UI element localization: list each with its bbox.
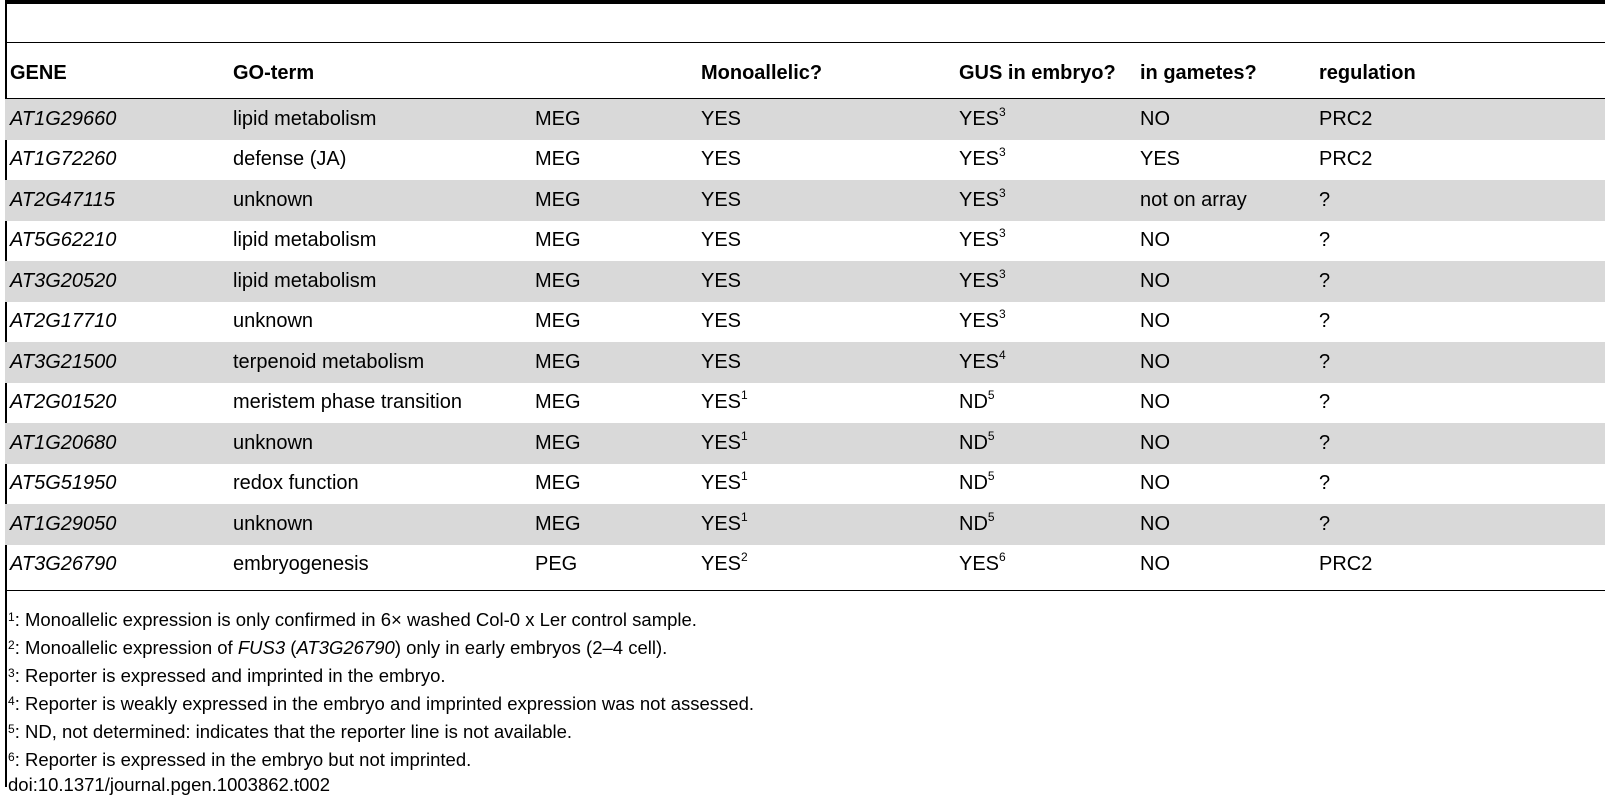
header-monoallelic: Monoallelic? bbox=[701, 61, 823, 84]
imprint-type-cell bbox=[530, 302, 696, 343]
go-term-cell-text: meristem phase transition bbox=[233, 391, 462, 414]
regulation-cell-text: ? bbox=[1319, 472, 1331, 495]
gus-embryo-cell bbox=[954, 261, 1135, 302]
regulation-cell bbox=[1314, 423, 1605, 464]
gametes-cell-text: NO bbox=[1140, 391, 1170, 414]
gus-embryo-cell bbox=[954, 342, 1135, 383]
footnote-4 bbox=[8, 690, 754, 718]
footnote-marker: 3 bbox=[999, 226, 1006, 241]
gene-cell-text: AT1G20680 bbox=[10, 431, 117, 454]
monoallelic-cell-text: YES bbox=[701, 553, 742, 576]
regulation-cell bbox=[1314, 221, 1605, 262]
footnote-marker: 3 bbox=[999, 104, 1006, 119]
monoallelic-cell-text: YES bbox=[701, 188, 742, 211]
gus-embryo-cell-text: ND bbox=[959, 472, 988, 495]
header-gene: GENE bbox=[10, 61, 67, 84]
table-row bbox=[5, 180, 1605, 221]
gametes-cell-text: YES bbox=[1140, 148, 1181, 171]
gametes-cell bbox=[1135, 423, 1314, 464]
monoallelic-cell-text: YES bbox=[701, 269, 742, 292]
go-term-cell-text: unknown bbox=[233, 512, 314, 535]
imprint-type-cell-text: MEG bbox=[535, 188, 581, 211]
regulation-cell bbox=[1314, 342, 1605, 383]
gametes-cell bbox=[1135, 180, 1314, 221]
imprint-type-cell bbox=[530, 464, 696, 505]
footnote-text: : Reporter is weakly expressed in the embryo and imprinted expression was not assessed. bbox=[14, 693, 755, 714]
regulation-cell-text: ? bbox=[1319, 391, 1331, 414]
header-regulation: regulation bbox=[1319, 61, 1416, 84]
gametes-cell-text: NO bbox=[1140, 512, 1170, 535]
monoallelic-cell bbox=[696, 545, 954, 586]
regulation-cell-text: ? bbox=[1319, 188, 1331, 211]
monoallelic-cell-text: YES bbox=[701, 107, 742, 130]
go-term-cell bbox=[228, 261, 530, 302]
go-term-cell-text: defense (JA) bbox=[233, 148, 347, 171]
monoallelic-cell-text: YES bbox=[701, 512, 742, 535]
gus-embryo-cell bbox=[954, 464, 1135, 505]
gametes-cell bbox=[1135, 383, 1314, 424]
footnotes bbox=[8, 606, 754, 774]
footnote-text: ( bbox=[285, 637, 297, 658]
imprint-type-cell-text: MEG bbox=[535, 310, 581, 333]
imprint-type-cell-text: MEG bbox=[535, 512, 581, 535]
monoallelic-cell bbox=[696, 423, 954, 464]
footnote-3 bbox=[8, 662, 754, 690]
table-row bbox=[5, 545, 1605, 586]
regulation-cell bbox=[1314, 302, 1605, 343]
monoallelic-cell bbox=[696, 504, 954, 545]
footnote-number: 1 bbox=[8, 610, 15, 624]
go-term-cell bbox=[228, 140, 530, 181]
go-term-cell-text: lipid metabolism bbox=[233, 269, 377, 292]
go-term-cell bbox=[228, 464, 530, 505]
gene-cell-text: AT3G20520 bbox=[10, 269, 117, 292]
header-gus-in-embryo: GUS in embryo? bbox=[959, 61, 1116, 84]
footnote-1 bbox=[8, 606, 754, 634]
footnote-marker: 1 bbox=[741, 388, 748, 403]
regulation-cell-text: ? bbox=[1319, 431, 1331, 454]
gus-embryo-cell bbox=[954, 180, 1135, 221]
monoallelic-cell bbox=[696, 99, 954, 140]
regulation-cell-text: ? bbox=[1319, 350, 1331, 373]
imprint-type-cell bbox=[530, 342, 696, 383]
regulation-cell bbox=[1314, 383, 1605, 424]
imprint-type-cell bbox=[530, 423, 696, 464]
gene-cell-text: AT5G62210 bbox=[10, 229, 117, 252]
footnote-marker: 5 bbox=[987, 388, 995, 403]
gus-embryo-cell-text: YES bbox=[959, 229, 1000, 252]
gene-cell bbox=[5, 99, 228, 140]
monoallelic-cell bbox=[696, 261, 954, 302]
regulation-cell-text: PRC2 bbox=[1319, 148, 1373, 171]
gametes-cell-text: NO bbox=[1140, 107, 1170, 130]
imprint-type-cell bbox=[530, 504, 696, 545]
go-term-cell bbox=[228, 383, 530, 424]
gene-cell-text: AT2G17710 bbox=[10, 310, 117, 333]
monoallelic-cell-text: YES bbox=[701, 391, 742, 414]
gus-embryo-cell bbox=[954, 423, 1135, 464]
gus-embryo-cell-text: YES bbox=[959, 107, 1000, 130]
header-go-term: GO-term bbox=[233, 61, 315, 84]
gene-cell-text: AT5G51950 bbox=[10, 472, 117, 495]
footnote-marker: 5 bbox=[987, 428, 995, 443]
gene-cell-text: AT1G72260 bbox=[10, 148, 117, 171]
header-imprint-type bbox=[530, 47, 696, 99]
gus-embryo-cell-text: YES bbox=[959, 553, 1000, 576]
gene-cell bbox=[5, 545, 228, 586]
imprint-type-cell bbox=[530, 180, 696, 221]
go-term-cell bbox=[228, 504, 530, 545]
gametes-cell bbox=[1135, 342, 1314, 383]
gus-embryo-cell bbox=[954, 140, 1135, 181]
gene-cell-text: AT1G29050 bbox=[10, 512, 117, 535]
footnote-number: 4 bbox=[8, 694, 15, 708]
footnote-text: : Reporter is expressed in the embryo but not imprinted. bbox=[14, 749, 472, 770]
header-top-rule bbox=[5, 42, 1605, 43]
gene-cell bbox=[5, 423, 228, 464]
imprint-type-cell-text: MEG bbox=[535, 269, 581, 292]
gametes-cell-text: not on array bbox=[1140, 188, 1247, 211]
regulation-cell bbox=[1314, 99, 1605, 140]
go-term-cell-text: embryogenesis bbox=[233, 553, 369, 576]
monoallelic-cell bbox=[696, 140, 954, 181]
gametes-cell bbox=[1135, 302, 1314, 343]
go-term-cell bbox=[228, 302, 530, 343]
footnote-marker: 6 bbox=[999, 550, 1006, 565]
top-border-rule bbox=[5, 0, 1605, 4]
doi-line: doi:10.1371/journal.pgen.1003862.t002 bbox=[8, 774, 330, 795]
gus-embryo-cell bbox=[954, 302, 1135, 343]
go-term-cell bbox=[228, 99, 530, 140]
imprint-type-cell bbox=[530, 545, 696, 586]
gene-cell-text: AT2G01520 bbox=[10, 391, 117, 414]
gene-cell bbox=[5, 302, 228, 343]
regulation-cell bbox=[1314, 140, 1605, 181]
gus-embryo-cell-text: YES bbox=[959, 350, 1000, 373]
table-bottom-rule bbox=[5, 590, 1605, 591]
regulation-cell-text: ? bbox=[1319, 269, 1331, 292]
monoallelic-cell bbox=[696, 464, 954, 505]
footnote-marker: 5 bbox=[987, 469, 995, 484]
footnote-marker: 5 bbox=[987, 509, 995, 524]
imprint-type-cell bbox=[530, 221, 696, 262]
footnote-5 bbox=[8, 718, 754, 746]
gene-cell bbox=[5, 464, 228, 505]
monoallelic-cell-text: YES bbox=[701, 431, 742, 454]
gus-embryo-cell bbox=[954, 504, 1135, 545]
regulation-cell bbox=[1314, 545, 1605, 586]
monoallelic-cell-text: YES bbox=[701, 148, 742, 171]
footnote-6 bbox=[8, 746, 754, 774]
imprint-type-cell bbox=[530, 383, 696, 424]
gus-embryo-cell-text: YES bbox=[959, 148, 1000, 171]
go-term-cell-text: unknown bbox=[233, 431, 314, 454]
gus-embryo-cell-text: ND bbox=[959, 512, 988, 535]
imprint-type-cell-text: MEG bbox=[535, 350, 581, 373]
monoallelic-cell-text: YES bbox=[701, 350, 742, 373]
regulation-cell-text: ? bbox=[1319, 310, 1331, 333]
gene-cell bbox=[5, 221, 228, 262]
footnote-marker: 4 bbox=[999, 347, 1006, 362]
gametes-cell bbox=[1135, 545, 1314, 586]
regulation-cell bbox=[1314, 180, 1605, 221]
footnote-text: ) only in early embryos (2–4 cell). bbox=[394, 637, 668, 658]
footnote-marker: 3 bbox=[999, 266, 1006, 281]
footnote-marker: 1 bbox=[741, 469, 748, 484]
imprint-type-cell bbox=[530, 261, 696, 302]
monoallelic-cell bbox=[696, 383, 954, 424]
imprint-type-cell-text: MEG bbox=[535, 107, 581, 130]
monoallelic-cell bbox=[696, 221, 954, 262]
footnote-text: : Monoallelic expression of bbox=[14, 637, 238, 658]
imprint-type-cell-text: MEG bbox=[535, 431, 581, 454]
gus-embryo-cell-text: YES bbox=[959, 269, 1000, 292]
gametes-cell bbox=[1135, 99, 1314, 140]
footnote-marker: 2 bbox=[741, 550, 748, 565]
regulation-cell-text: PRC2 bbox=[1319, 107, 1373, 130]
gus-embryo-cell-text: YES bbox=[959, 310, 1000, 333]
monoallelic-cell-text: YES bbox=[701, 472, 742, 495]
imprint-type-cell bbox=[530, 140, 696, 181]
footnote-number: 6 bbox=[8, 750, 15, 764]
regulation-cell-text: ? bbox=[1319, 512, 1331, 535]
gene-cell bbox=[5, 180, 228, 221]
go-term-cell-text: lipid metabolism bbox=[233, 229, 377, 252]
regulation-cell-text: PRC2 bbox=[1319, 553, 1373, 576]
footnote-italic-text: AT3G26790 bbox=[296, 637, 395, 658]
table-row bbox=[5, 140, 1605, 181]
gene-cell bbox=[5, 140, 228, 181]
footnote-number: 3 bbox=[8, 666, 15, 680]
go-term-cell bbox=[228, 342, 530, 383]
monoallelic-cell bbox=[696, 302, 954, 343]
go-term-cell bbox=[228, 545, 530, 586]
table-row bbox=[5, 383, 1605, 424]
footnote-2 bbox=[8, 634, 754, 662]
footnote-text: : Monoallelic expression is only confirmed in 6× washed Col-0 x Ler control sample. bbox=[14, 609, 697, 630]
footnote-text: : ND, not determined: indicates that the reporter line is not available. bbox=[14, 721, 573, 742]
gametes-cell bbox=[1135, 504, 1314, 545]
regulation-cell bbox=[1314, 504, 1605, 545]
imprint-type-cell-text: MEG bbox=[535, 229, 581, 252]
footnote-marker: 3 bbox=[999, 307, 1006, 322]
gene-cell bbox=[5, 342, 228, 383]
table-header-row bbox=[5, 47, 1605, 99]
footnote-italic-text: FUS3 bbox=[237, 637, 286, 658]
gene-cell-text: AT1G29660 bbox=[10, 107, 117, 130]
go-term-cell-text: terpenoid metabolism bbox=[233, 350, 425, 373]
gametes-cell-text: NO bbox=[1140, 472, 1170, 495]
gametes-cell-text: NO bbox=[1140, 310, 1170, 333]
monoallelic-cell bbox=[696, 180, 954, 221]
gene-cell bbox=[5, 261, 228, 302]
footnote-marker: 1 bbox=[741, 509, 748, 524]
imprint-type-cell-text: MEG bbox=[535, 472, 581, 495]
gene-cell-text: AT3G21500 bbox=[10, 350, 117, 373]
table-row bbox=[5, 342, 1605, 383]
table-row bbox=[5, 99, 1605, 140]
go-term-cell bbox=[228, 180, 530, 221]
imprint-type-cell-text: PEG bbox=[535, 553, 578, 576]
footnote-marker: 1 bbox=[741, 428, 748, 443]
gene-cell bbox=[5, 383, 228, 424]
gametes-cell-text: NO bbox=[1140, 269, 1170, 292]
imprint-type-cell-text: MEG bbox=[535, 391, 581, 414]
gametes-cell-text: NO bbox=[1140, 553, 1170, 576]
go-term-cell-text: lipid metabolism bbox=[233, 107, 377, 130]
header-in-gametes: in gametes? bbox=[1140, 61, 1257, 84]
go-term-cell-text: unknown bbox=[233, 188, 314, 211]
table-row bbox=[5, 423, 1605, 464]
gametes-cell bbox=[1135, 464, 1314, 505]
go-term-cell-text: redox function bbox=[233, 472, 359, 495]
gametes-cell-text: NO bbox=[1140, 350, 1170, 373]
table-row bbox=[5, 302, 1605, 343]
gus-embryo-cell-text: ND bbox=[959, 431, 988, 454]
go-term-cell bbox=[228, 221, 530, 262]
regulation-cell bbox=[1314, 261, 1605, 302]
gene-cell-text: AT2G47115 bbox=[10, 188, 115, 211]
footnote-marker: 3 bbox=[999, 145, 1006, 160]
gametes-cell bbox=[1135, 221, 1314, 262]
table-row bbox=[5, 464, 1605, 505]
gene-cell-text: AT3G26790 bbox=[10, 553, 117, 576]
monoallelic-cell-text: YES bbox=[701, 310, 742, 333]
table-body bbox=[5, 99, 1605, 585]
footnote-number: 2 bbox=[8, 638, 15, 652]
monoallelic-cell-text: YES bbox=[701, 229, 742, 252]
gametes-cell-text: NO bbox=[1140, 229, 1170, 252]
imprint-type-cell-text: MEG bbox=[535, 148, 581, 171]
gus-embryo-cell bbox=[954, 383, 1135, 424]
go-term-cell bbox=[228, 423, 530, 464]
table-row bbox=[5, 221, 1605, 262]
regulation-cell-text: ? bbox=[1319, 229, 1331, 252]
gametes-cell bbox=[1135, 140, 1314, 181]
gus-embryo-cell-text: ND bbox=[959, 391, 988, 414]
regulation-cell bbox=[1314, 464, 1605, 505]
gametes-cell bbox=[1135, 261, 1314, 302]
gus-embryo-cell bbox=[954, 221, 1135, 262]
table-row bbox=[5, 504, 1605, 545]
imprint-type-cell bbox=[530, 99, 696, 140]
gus-embryo-cell-text: YES bbox=[959, 188, 1000, 211]
imprinted-genes-table bbox=[5, 47, 1605, 585]
monoallelic-cell bbox=[696, 342, 954, 383]
table-row bbox=[5, 261, 1605, 302]
gametes-cell-text: NO bbox=[1140, 431, 1170, 454]
go-term-cell-text: unknown bbox=[233, 310, 314, 333]
footnote-number: 5 bbox=[8, 722, 15, 736]
footnote-text: : Reporter is expressed and imprinted in the embryo. bbox=[14, 665, 446, 686]
gene-cell bbox=[5, 504, 228, 545]
footnote-marker: 3 bbox=[999, 185, 1006, 200]
gus-embryo-cell bbox=[954, 99, 1135, 140]
gus-embryo-cell bbox=[954, 545, 1135, 586]
